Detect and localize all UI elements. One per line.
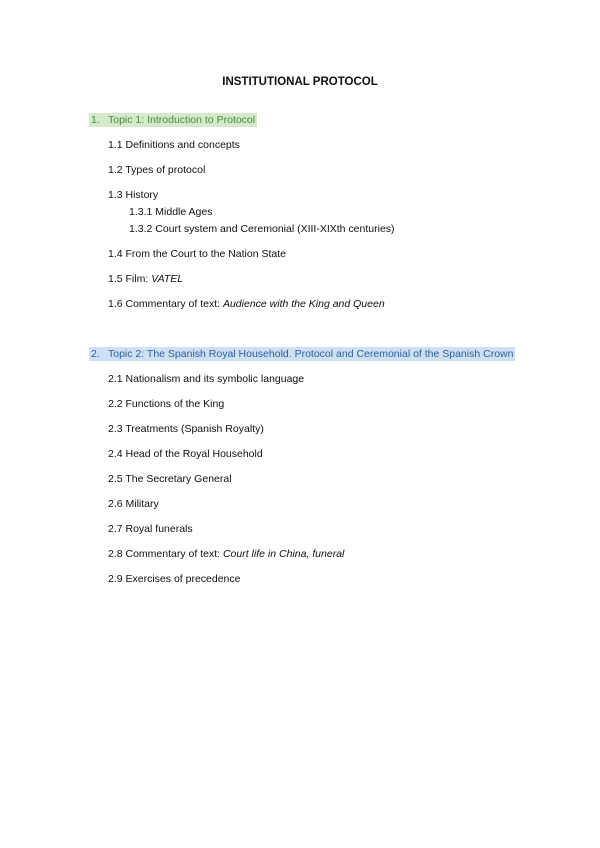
topic-number: 1. xyxy=(91,114,100,126)
list-item: 1.4 From the Court to the Nation State xyxy=(108,248,287,260)
item-italic: Court life in China, funeral xyxy=(222,548,345,560)
item-text: 2.8 Commentary of text: xyxy=(108,548,223,560)
item-italic: VATEL xyxy=(151,273,184,285)
item-italic: Audience with the King and Queen xyxy=(222,298,385,310)
list-item xyxy=(108,272,183,286)
item-text: 1.6 Commentary of text: xyxy=(108,298,223,310)
list-item: 1.1 Definitions and concepts xyxy=(108,139,240,151)
list-item: 1.3.1 Middle Ages xyxy=(129,206,213,218)
topic-1-heading xyxy=(89,113,257,127)
list-item: 2.1 Nationalism and its symbolic language xyxy=(108,373,305,385)
list-item: 1.2 Types of protocol xyxy=(108,164,206,176)
list-item xyxy=(108,297,385,311)
list-item: 2.4 Head of the Royal Household xyxy=(108,448,263,460)
list-item: 1.3.2 Court system and Ceremonial (XIII-XIXth centuries) xyxy=(129,223,395,235)
list-item: 2.2 Functions of the King xyxy=(108,398,225,410)
list-item: 2.9 Exercises of precedence xyxy=(108,573,241,585)
topic-label: Topic 2: The Spanish Royal Household. Protocol and Ceremonial of the Spanish Crown xyxy=(108,348,514,360)
list-item: 2.3 Treatments (Spanish Royalty) xyxy=(108,423,264,435)
item-text: 1.5 Film: xyxy=(108,273,152,285)
topic-label: Topic 1: Introduction to Protocol xyxy=(108,114,256,126)
list-item xyxy=(108,547,344,561)
list-item: 1.3 History xyxy=(108,189,159,201)
list-item: 2.5 The Secretary General xyxy=(108,473,232,485)
topic-2-heading xyxy=(89,347,515,361)
list-item: 2.7 Royal funerals xyxy=(108,523,193,535)
topic-number: 2. xyxy=(91,348,100,360)
document-title: INSTITUTIONAL PROTOCOL xyxy=(222,76,378,88)
list-item: 2.6 Military xyxy=(108,498,159,510)
